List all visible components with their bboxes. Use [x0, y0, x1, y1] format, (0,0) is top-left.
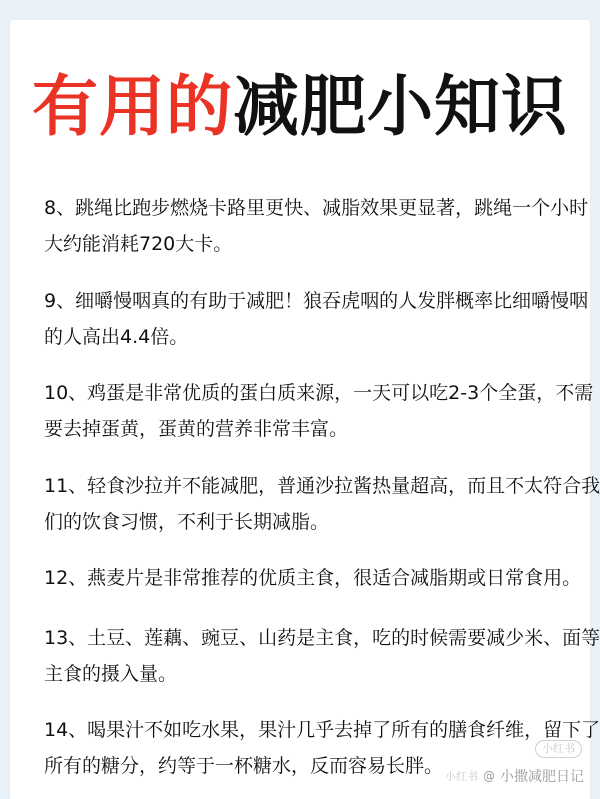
tip-item: [44, 560, 580, 596]
at-icon: @: [483, 769, 495, 783]
title-rest: 减肥小知识: [233, 68, 568, 145]
author-watermark: [445, 766, 584, 786]
watermark-badge: 小红书: [535, 740, 582, 758]
brand-watermark: 小红书: [445, 770, 478, 783]
tip-line: 要去掉蛋黄，蛋黄的营养非常丰富。: [44, 418, 349, 440]
tip-item: [44, 620, 600, 692]
tip-line: 的人高出4.4倍。: [44, 326, 189, 348]
tip-line: 所有的糖分，约等于一杯糖水，反而容易长胖。: [44, 755, 444, 777]
tip-line: 11、轻食沙拉并不能减肥，普通沙拉酱热量超高，而且不太符合我: [44, 475, 600, 497]
title-highlight: 有用的: [32, 68, 233, 145]
author-name: 小撒减肥日记: [500, 769, 584, 785]
tip-item: [44, 468, 600, 540]
tip-line: 8、跳绳比跑步燃烧卡路里更快、减脂效果更显著，跳绳一个小时: [44, 197, 589, 219]
tip-item: [44, 283, 589, 355]
tip-line: 们的饮食习惯，不利于长期减脂。: [44, 511, 330, 533]
tip-line: 14、喝果汁不如吃水果，果汁几乎去掉了所有的膳食纤维，留下了: [44, 719, 600, 741]
tip-item: [44, 375, 594, 447]
tip-line: 12、燕麦片是非常推荐的优质主食，很适合减脂期或日常食用。: [44, 567, 582, 589]
tip-line: 10、鸡蛋是非常优质的蛋白质来源，一天可以吃2-3个全蛋，不需: [44, 382, 594, 404]
page-title: [0, 62, 600, 152]
tip-line: 大约能消耗720大卡。: [44, 233, 233, 255]
tip-item: [44, 190, 589, 262]
tip-line: 13、土豆、莲藕、豌豆、山药是主食，吃的时候需要减少米、面等: [44, 627, 600, 649]
tip-line: 9、细嚼慢咽真的有助于减肥！狼吞虎咽的人发胖概率比细嚼慢咽: [44, 290, 589, 312]
tip-line: 主食的摄入量。: [44, 663, 178, 685]
